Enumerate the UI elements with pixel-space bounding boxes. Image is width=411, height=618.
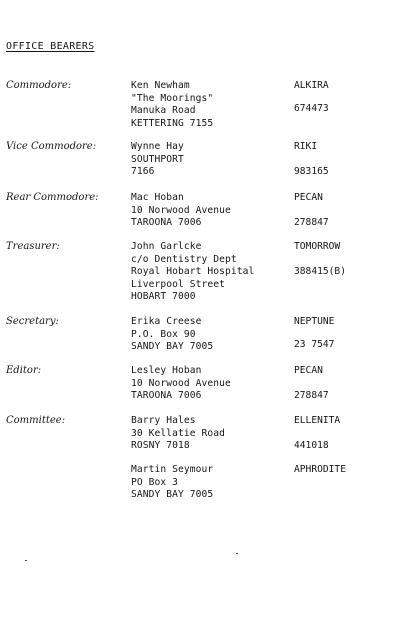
address-line: PO Box 3	[131, 476, 179, 488]
address-line: c/o Dentistry Dept	[131, 253, 237, 265]
address-line: ROSNY 7018	[131, 440, 190, 451]
address-line: SOUTHPORT	[131, 153, 184, 165]
address-line: TAROONA 7006	[131, 217, 202, 228]
role-label: Committee:	[6, 415, 66, 426]
boat-name: ELLENITA	[294, 415, 341, 426]
boat-name: PECAN	[294, 192, 323, 203]
address-line: P.O. Box 90	[131, 328, 196, 340]
boat-name: APHRODITE	[294, 464, 346, 475]
address-line: "The Moorings"	[131, 92, 214, 104]
phone-number: 278847	[294, 390, 329, 401]
boat-name: ALKIRA	[294, 80, 329, 91]
role-label: Rear Commodore:	[6, 192, 99, 203]
address-line: 10 Norwood Avenue	[131, 377, 231, 389]
address-block	[131, 464, 281, 502]
role-label: Editor:	[6, 365, 42, 376]
phone-number: 983165	[294, 166, 329, 177]
boat-name: TOMORROW	[294, 241, 341, 252]
address-block	[131, 365, 281, 403]
address-line: Royal Hobart Hospital	[131, 266, 255, 277]
address-line: 7166	[131, 166, 155, 177]
address-line: Martin Seymour	[131, 464, 214, 475]
phone-number: 441018	[294, 440, 329, 451]
phone-number: 23 7547	[294, 339, 335, 350]
address-block	[131, 241, 281, 304]
page-heading: OFFICE BEARERS	[6, 41, 95, 52]
address-line: SANDY BAY 7005	[131, 341, 214, 352]
role-label: Secretary:	[6, 316, 59, 327]
address-line: 30 Kellatie Road	[131, 427, 226, 439]
address-block	[131, 141, 281, 179]
address-line: Mac Hoban	[131, 192, 184, 203]
scan-speck	[236, 553, 238, 554]
address-block	[131, 316, 281, 354]
role-label: Treasurer:	[6, 241, 60, 252]
address-line: Erika Creese	[131, 316, 202, 327]
address-line: Lesley Hoban	[131, 365, 202, 376]
role-label: Vice Commodore:	[6, 141, 97, 152]
address-line: John Garlcke	[131, 241, 202, 252]
boat-name: NEPTUNE	[294, 316, 335, 327]
address-line: 10 Norwood Avenue	[131, 204, 231, 216]
phone-number: 388415(B)	[294, 266, 346, 277]
address-block	[131, 80, 281, 130]
address-line: SANDY BAY 7005	[131, 489, 214, 500]
address-line: Wynne Hay	[131, 141, 184, 152]
address-block	[131, 192, 281, 230]
address-line: HOBART 7000	[131, 291, 196, 302]
phone-number: 278847	[294, 217, 329, 228]
address-line: Barry Hales	[131, 415, 196, 426]
scan-speck	[25, 560, 27, 561]
boat-name: PECAN	[294, 365, 323, 376]
address-line: Manuka Road	[131, 105, 196, 116]
address-line: Liverpool Street	[131, 278, 226, 290]
address-line: Ken Newham	[131, 80, 190, 91]
address-line: TAROONA 7006	[131, 390, 202, 401]
boat-name: RIKI	[294, 141, 318, 152]
role-label: Commodore:	[6, 80, 72, 91]
address-block	[131, 415, 281, 453]
address-line: KETTERING 7155	[131, 117, 214, 129]
phone-number: 674473	[294, 103, 329, 114]
